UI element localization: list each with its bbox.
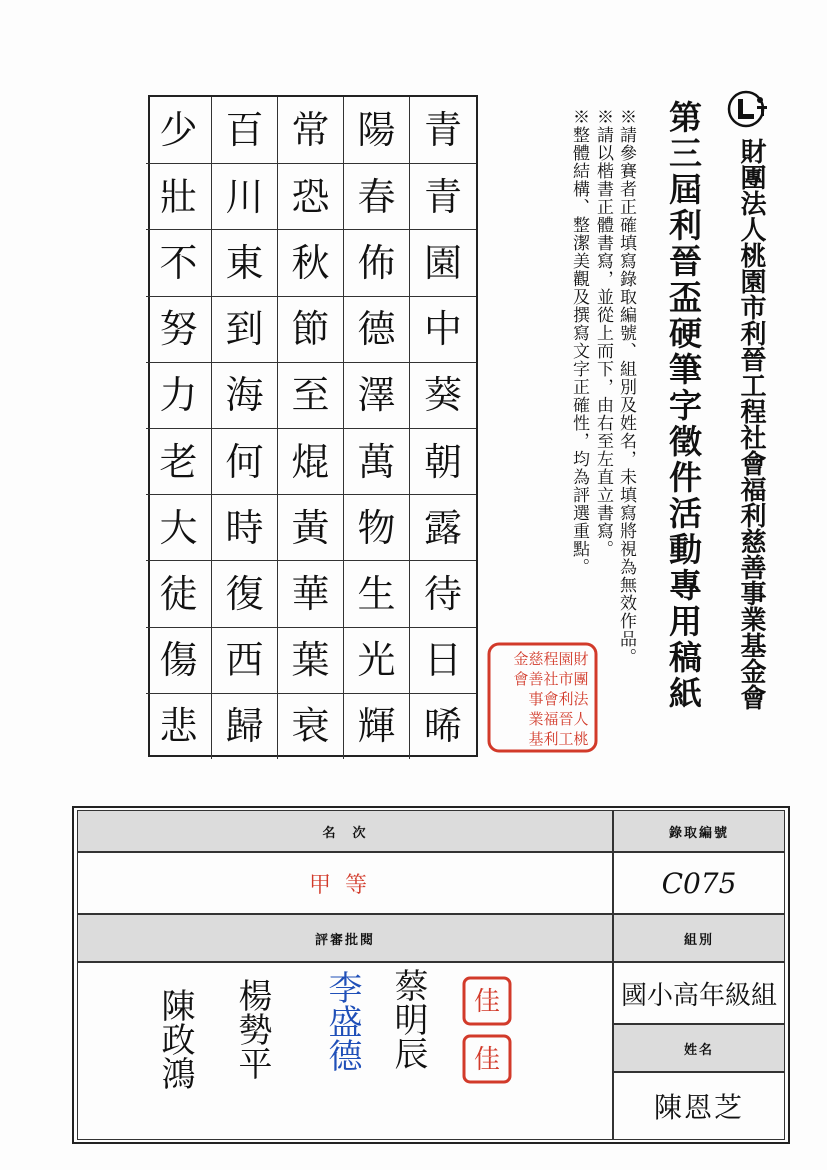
grid-cell: 日 bbox=[410, 627, 476, 693]
grid-cell: 園 bbox=[410, 229, 476, 295]
grid-cell: 歸 bbox=[212, 693, 278, 759]
foundation-logo bbox=[727, 90, 773, 128]
grid-cell: 壯 bbox=[146, 163, 212, 229]
grid-cell: 待 bbox=[410, 560, 476, 626]
grid-cell: 西 bbox=[212, 627, 278, 693]
seal-character: 程 bbox=[543, 650, 559, 668]
grid-cell: 青 bbox=[410, 163, 476, 229]
grid-cell: 華 bbox=[278, 560, 344, 626]
grid-cell: 中 bbox=[410, 296, 476, 362]
seal-character: 基 bbox=[528, 730, 544, 748]
seal-character: 財 bbox=[573, 650, 589, 668]
grid-cell: 東 bbox=[212, 229, 278, 295]
judge-signature-4: 蔡明辰 bbox=[388, 968, 428, 1070]
seal-character: 利 bbox=[543, 730, 559, 748]
grid-column bbox=[278, 97, 344, 755]
grid-cell: 川 bbox=[212, 163, 278, 229]
grid-cell: 輝 bbox=[344, 693, 410, 759]
grid-cell: 朝 bbox=[410, 428, 476, 494]
id-label: 錄取編號 bbox=[668, 825, 729, 841]
judge-stamp-1 bbox=[462, 976, 512, 1026]
svg-text:佳: 佳 bbox=[473, 1045, 501, 1075]
name-cell bbox=[613, 1072, 785, 1140]
svg-text:佳: 佳 bbox=[473, 987, 501, 1017]
rank-cell bbox=[77, 852, 613, 914]
grid-cell: 老 bbox=[146, 428, 212, 494]
grid-cell: 傷 bbox=[146, 627, 212, 693]
grid-cell: 大 bbox=[146, 494, 212, 560]
instruction-note-1: ※請參賽者正確填寫錄取編號、組別及姓名，未填寫將視為無效作品。 bbox=[616, 108, 636, 666]
seal-character: 市 bbox=[558, 670, 574, 688]
grid-cell: 至 bbox=[278, 362, 344, 428]
grid-cell: 復 bbox=[212, 560, 278, 626]
seal-character: 園 bbox=[558, 650, 574, 668]
seal-character: 會 bbox=[513, 670, 529, 688]
grid-cell: 葵 bbox=[410, 362, 476, 428]
seal-character: 人 bbox=[573, 710, 589, 728]
seal-character: 慈 bbox=[528, 650, 544, 668]
id-cell bbox=[613, 852, 785, 914]
name-header bbox=[613, 1024, 785, 1072]
grid-cell: 焜 bbox=[278, 428, 344, 494]
grid-cell: 時 bbox=[212, 494, 278, 560]
instruction-note-3: ※整體結構、整潔美觀及撰寫文字正確性，均為評選重點。 bbox=[569, 108, 589, 576]
rank-value: 甲等 bbox=[308, 872, 381, 898]
grid-cell: 物 bbox=[344, 494, 410, 560]
rank-label: 名 次 bbox=[322, 825, 368, 841]
grid-column bbox=[146, 97, 212, 755]
group-value: 國小高年級組 bbox=[620, 980, 777, 1011]
seal-character: 團 bbox=[573, 670, 589, 688]
group-cell bbox=[613, 962, 785, 1024]
grid-cell: 葉 bbox=[278, 627, 344, 693]
grid-cell: 光 bbox=[344, 627, 410, 693]
seal-character: 事 bbox=[528, 690, 544, 708]
id-header bbox=[613, 810, 785, 852]
grid-cell: 不 bbox=[146, 229, 212, 295]
review-label: 評審批閱 bbox=[314, 932, 375, 948]
grid-cell: 到 bbox=[212, 296, 278, 362]
grid-column bbox=[410, 97, 476, 755]
judge-stamp-2 bbox=[462, 1034, 512, 1084]
page-title: 第三屆利晉盃硬筆字徵件活動專用稿紙 bbox=[664, 100, 703, 712]
foundation-name: 財團法人桃園市利晉工程社會福利慈善事業基金會 bbox=[736, 138, 766, 710]
grid-cell: 陽 bbox=[344, 97, 410, 163]
seal-character: 法 bbox=[573, 690, 589, 708]
seal-character: 會 bbox=[543, 690, 559, 708]
grid-cell: 德 bbox=[344, 296, 410, 362]
grid-cell: 力 bbox=[146, 362, 212, 428]
seal-character: 桃 bbox=[573, 730, 589, 748]
grid-cell: 衰 bbox=[278, 693, 344, 759]
instruction-note-2: ※請以楷書正體書寫，並從上而下，由右至左直立書寫。 bbox=[593, 108, 613, 558]
seal-character: 業 bbox=[528, 710, 544, 728]
grid-cell: 澤 bbox=[344, 362, 410, 428]
group-header bbox=[613, 914, 785, 962]
seal-character: 福 bbox=[543, 710, 559, 728]
seal-character: 利 bbox=[558, 690, 574, 708]
grid-cell: 節 bbox=[278, 296, 344, 362]
grid-cell: 徒 bbox=[146, 560, 212, 626]
grid-cell: 萬 bbox=[344, 428, 410, 494]
grid-cell: 海 bbox=[212, 362, 278, 428]
name-value: 陳恩芝 bbox=[653, 1091, 744, 1124]
grid-cell: 常 bbox=[278, 97, 344, 163]
foundation-seal bbox=[485, 640, 600, 755]
grid-cell: 春 bbox=[344, 163, 410, 229]
grid-cell: 少 bbox=[146, 97, 212, 163]
rank-header bbox=[77, 810, 613, 852]
review-header bbox=[77, 914, 613, 962]
seal-character: 工 bbox=[558, 730, 574, 748]
judge-signature-2: 楊勢平 bbox=[232, 978, 272, 1080]
grid-cell: 露 bbox=[410, 494, 476, 560]
grid-column bbox=[212, 97, 278, 755]
grid-cell: 生 bbox=[344, 560, 410, 626]
grid-cell: 努 bbox=[146, 296, 212, 362]
grid-cell: 百 bbox=[212, 97, 278, 163]
id-value: C075 bbox=[661, 866, 737, 900]
score-table bbox=[77, 810, 785, 1140]
seal-character: 金 bbox=[513, 650, 529, 668]
seal-character: 晉 bbox=[558, 710, 574, 728]
grid-cell: 悲 bbox=[146, 693, 212, 759]
grid-cell: 晞 bbox=[410, 693, 476, 759]
seal-character: 社 bbox=[543, 670, 559, 688]
judge-signature-3: 李盛德 bbox=[322, 970, 362, 1072]
calligraphy-grid bbox=[148, 95, 478, 757]
grid-cell: 青 bbox=[423, 108, 462, 153]
grid-cell: 恐 bbox=[278, 163, 344, 229]
grid-cell: 佈 bbox=[344, 229, 410, 295]
grid-cell: 秋 bbox=[278, 229, 344, 295]
grid-cell: 何 bbox=[212, 428, 278, 494]
judge-signature-1: 陳政鴻 bbox=[155, 988, 195, 1090]
seal-character: 善 bbox=[528, 670, 544, 688]
grid-column bbox=[344, 97, 410, 755]
group-label: 組別 bbox=[683, 932, 714, 948]
grid-cell: 黃 bbox=[278, 494, 344, 560]
name-label: 姓名 bbox=[683, 1042, 714, 1058]
